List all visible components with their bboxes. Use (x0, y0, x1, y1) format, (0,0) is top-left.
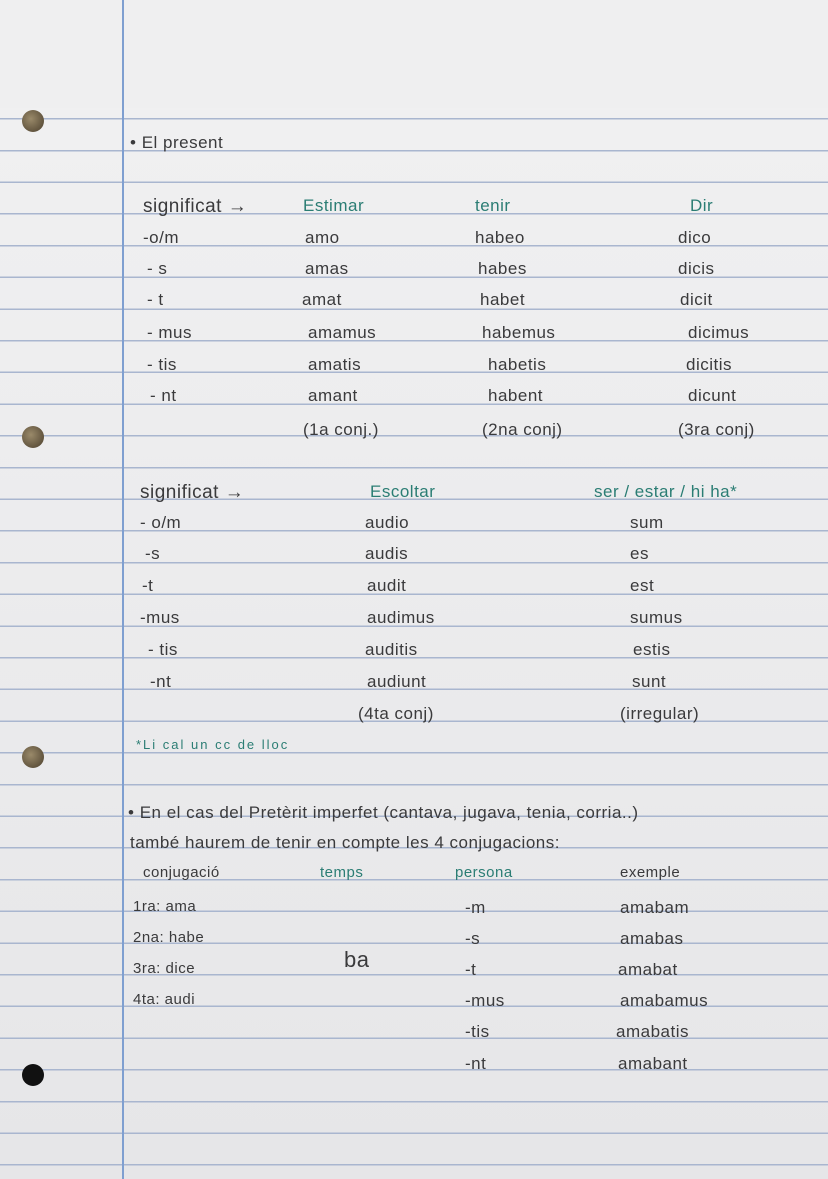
verb-form: habent (488, 386, 543, 405)
person-ending: -s (465, 929, 481, 948)
verb-form: amat (302, 290, 342, 309)
example-form: amabant (618, 1054, 688, 1073)
person-ending: -m (465, 898, 486, 917)
verb-form: es (630, 544, 649, 563)
verb-form: habes (478, 259, 527, 278)
ending: - tis (147, 355, 177, 374)
conjugation-stem: 1ra: ama (133, 898, 197, 915)
conjugation-label: (1a conj.) (303, 420, 379, 439)
imperfect-header: exemple (620, 864, 681, 881)
conjugation-label: (3ra conj) (678, 420, 755, 439)
conjugation-label: (2na conj) (482, 420, 563, 439)
example-form: amabam (620, 898, 690, 917)
table1-header: Estimar (303, 196, 365, 215)
ending: -s (145, 544, 161, 563)
conjugation-stem: 3ra: dice (133, 960, 196, 977)
ending: -mus (140, 608, 180, 627)
imperfect-header: persona (455, 864, 513, 881)
verb-form: dicit (680, 290, 713, 309)
ending: - s (147, 259, 168, 278)
table2-header: Escoltar (370, 482, 436, 501)
verb-form: dicitis (686, 355, 733, 374)
tense-marker: ba (344, 947, 370, 972)
imperfect-header: conjugació (143, 864, 220, 881)
intro-text: En el cas del Pretèrit imperfet (cantava, jugava, tenia, corria..) (139, 803, 639, 822)
ending: - nt (150, 386, 177, 405)
ending: - mus (147, 323, 192, 342)
example-form: amabas (620, 929, 684, 948)
verb-form: habeo (475, 228, 525, 247)
verb-form: habemus (482, 323, 556, 342)
verb-form: audimus (367, 608, 435, 627)
table2-header: significat → (140, 482, 245, 503)
ending: - t (147, 290, 164, 309)
punch-hole (22, 426, 44, 448)
ending: -o/m (143, 228, 179, 247)
verb-form: amas (305, 259, 349, 278)
verb-form: sum (630, 513, 664, 532)
verb-form: amamus (308, 323, 377, 342)
verb-form: estis (633, 640, 671, 659)
ending: - tis (148, 640, 178, 659)
verb-form: audio (365, 513, 410, 532)
imperfect-intro-line1: • En el cas del Pretèrit imperfet (cantava, jugava, tenia, corria..) (128, 803, 639, 822)
verb-form: amo (305, 228, 340, 247)
conjugation-label: (4ta conj) (358, 704, 434, 723)
imperfect-header: temps (320, 864, 364, 881)
example-form: amabatis (616, 1022, 689, 1041)
verb-form: audis (365, 544, 409, 563)
ending: -nt (150, 672, 172, 691)
imperfect-intro-line2: també haurem de tenir en compte les 4 conjugacions: (130, 833, 560, 852)
conjugation-stem: 4ta: audi (133, 991, 196, 1008)
table1-header: Dir (690, 196, 714, 215)
verb-form: amant (308, 386, 358, 405)
verb-form: auditis (365, 640, 418, 659)
conjugation-label: (irregular) (620, 704, 700, 723)
bullet-heading: • El present (130, 133, 224, 152)
verb-form: audit (367, 576, 407, 595)
ending: - o/m (140, 513, 182, 532)
verb-form: habetis (488, 355, 547, 374)
verb-form: habet (480, 290, 526, 309)
verb-form: sumus (630, 608, 683, 627)
person-ending: -tis (465, 1022, 490, 1041)
verb-form: est (630, 576, 655, 595)
verb-form: sunt (632, 672, 667, 691)
punch-hole (22, 110, 44, 132)
table1-header: significat → (143, 196, 248, 217)
table2-header: ser / estar / hi ha* (594, 482, 738, 501)
conjugation-stem: 2na: habe (133, 929, 205, 946)
example-form: amabat (618, 960, 678, 979)
ending: -t (142, 576, 154, 595)
verb-form: dico (678, 228, 712, 247)
footnote: *Li cal un cc de lloc (136, 737, 290, 752)
example-form: amabamus (620, 991, 709, 1010)
verb-form: amatis (308, 355, 362, 374)
punch-hole (22, 1064, 44, 1086)
punch-hole (22, 746, 44, 768)
person-ending: -nt (465, 1054, 487, 1073)
section-heading: El present (141, 133, 224, 152)
page-top-margin (0, 0, 828, 108)
person-ending: -mus (465, 991, 505, 1010)
person-ending: -t (465, 960, 477, 979)
table1-header: tenir (475, 196, 511, 215)
verb-form: dicunt (688, 386, 737, 405)
verb-form: dicimus (688, 323, 750, 342)
verb-form: audiunt (367, 672, 427, 691)
verb-form: dicis (678, 259, 715, 278)
